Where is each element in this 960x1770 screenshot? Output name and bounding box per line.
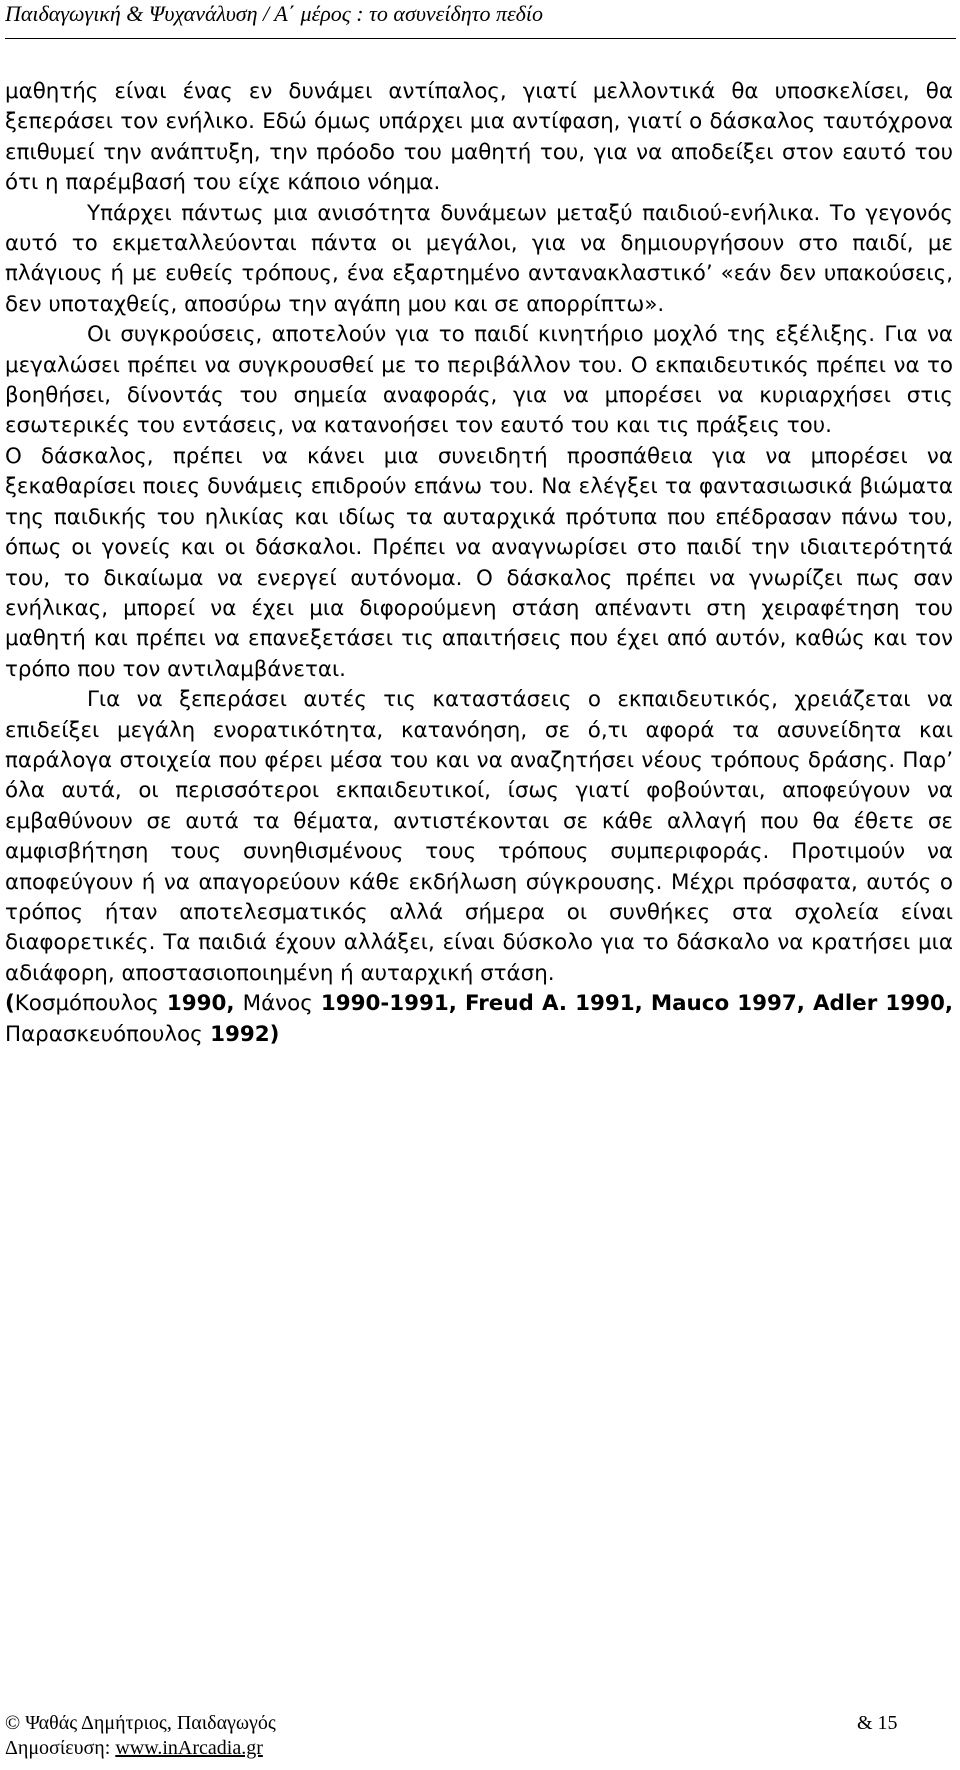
paragraph: μαθητής είναι ένας εν δυνάμει αντίπαλος, γιατί μελλοντικά θα υποσκελίσει, θα ξεπεράσει τον ενήλικο. Εδώ όμως υπάρχει μια αντίφαση, γιατί ο δάσκαλος ταυτόχρονα επιθυμεί την ανάπτυξη, την πρόοδο του μαθητή του, για να αποδείξει στον εαυτό του ότι η παρέμβασή του είχε κάποιο νόημα. xyxy=(5,79,953,196)
paragraph: Για να ξεπεράσει αυτές τις καταστάσεις ο εκπαιδευτικός, χρειάζεται να επιδείξει μεγάλη ενορατικότητα, κατανόηση, σε ό,τι αφορά τα ασυνείδητα και παράλογα στοιχεία που φέρει μέσα του και να αναζητήσει νέους τρόπους δράσης. Παρ’ όλα αυτά, οι περισσότεροι εκπαιδευτικοί, ίσως γιατί φοβούνται, αποφεύγουν να εμβαθύνουν σε αυτά τα θέματα, αντιστέκονται σε κάθε αλλαγή που θα έθετε σε αμφισβήτηση τους συνηθισμένους τους τρόπους συμπεριφοράς. Προτιμούν να αποφεύγουν ή να απαγορεύουν κάθε εκδήλωση σύγκρουσης. Μέχρι πρόσφατα, αυτός ο τρόπος ήταν αποτελεσματικός αλλά σήμερα οι συνθήκες στα σχολεία είναι διαφορετικές. Τα παιδιά έχουν αλλάξει, είναι δύσκολο για το δάσκαλο να κρατήσει μια αδιάφορη, αποστασιοποιημένη ή αυταρχική στάση. xyxy=(5,687,953,986)
body-text xyxy=(5,77,953,1050)
publication-label: Δημοσίευση: xyxy=(5,1737,116,1759)
page-number: & 15 xyxy=(857,1712,898,1734)
footer-author: © Ψαθάς Δημήτριος, Παιδαγωγός xyxy=(5,1712,276,1734)
reference-year: 1990-1991, Freud A. 1991, Mauco 1997, Adler 1990, xyxy=(312,991,953,1017)
references-open: ( xyxy=(5,991,15,1017)
running-header xyxy=(5,0,956,39)
reference-author: Παρασκευόπουλος xyxy=(5,1021,203,1047)
reference-author: Μάνος xyxy=(242,991,313,1017)
references xyxy=(5,989,953,1050)
publication-link[interactable]: www.inArcadia.gr xyxy=(115,1737,263,1759)
reference-author: Κοσμόπουλος xyxy=(14,991,159,1017)
page-footer xyxy=(5,1711,953,1761)
reference-year: 1990, xyxy=(158,991,243,1017)
paragraph: Υπάρχει πάντως μια ανισότητα δυνάμεων μεταξύ παιδιού-ενήλικα. Το γεγονός αυτό το εκμεταλλεύονται πάντα οι μεγάλοι, για να δημιουργήσουν στο παιδί, με πλάγιους ή με ευθείς τρόπους, ένα εξαρτημένο αντανακλαστικό’ «εάν δεν υπακούσεις, δεν υποταχθείς, αποσύρω την αγάπη μου και σε απορρίπτω». xyxy=(5,200,953,317)
header-title: Παιδαγωγική & Ψυχανάλυση / Α΄ μέρος : το ασυνείδητο πεδίο xyxy=(5,1,544,26)
paragraph: Ο δάσκαλος, πρέπει να κάνει μια συνειδητή προσπάθεια για να μπορέσει να ξεκαθαρίσει ποιες δυνάμεις επιδρούν επάνω του. Να ελέγξει τα φαντασιωσικά βιώματα της παιδικής του ηλικίας και ιδίως τα αυταρχικά πρότυπα που επέδρασαν πάνω του, όπως οι γονείς και οι δάσκαλοι. Πρέπει να αναγνωρίσει στο παιδί την ιδιαιτερότητά του, το δικαίωμα να ενεργεί αυτόνομα. Ο δάσκαλος πρέπει να γνωρίζει πως σαν ενήλικας, μπορεί να έχει μια διφορούμενη στάση απέναντι στη χειραφέτηση του μαθητή και πρέπει να επανεξετάσει τις απαιτήσεις που έχει από αυτόν, καθώς και τον τρόπο που τον αντιλαμβάνεται. xyxy=(5,443,953,682)
reference-year: 1992) xyxy=(202,1021,280,1047)
paragraph: Οι συγκρούσεις, αποτελούν για το παιδί κινητήριο μοχλό της εξέλιξης. Για να μεγαλώσει πρέπει να συγκρουσθεί με το περιβάλλον του. Ο εκπαιδευτικός πρέπει να το βοηθήσει, δίνοντάς του σημεία αναφοράς, για να μπορέσει να κυριαρχήσει στις εσωτερικές του εντάσεις, να κατανοήσει τον εαυτό του και τις πράξεις του. xyxy=(5,322,953,439)
